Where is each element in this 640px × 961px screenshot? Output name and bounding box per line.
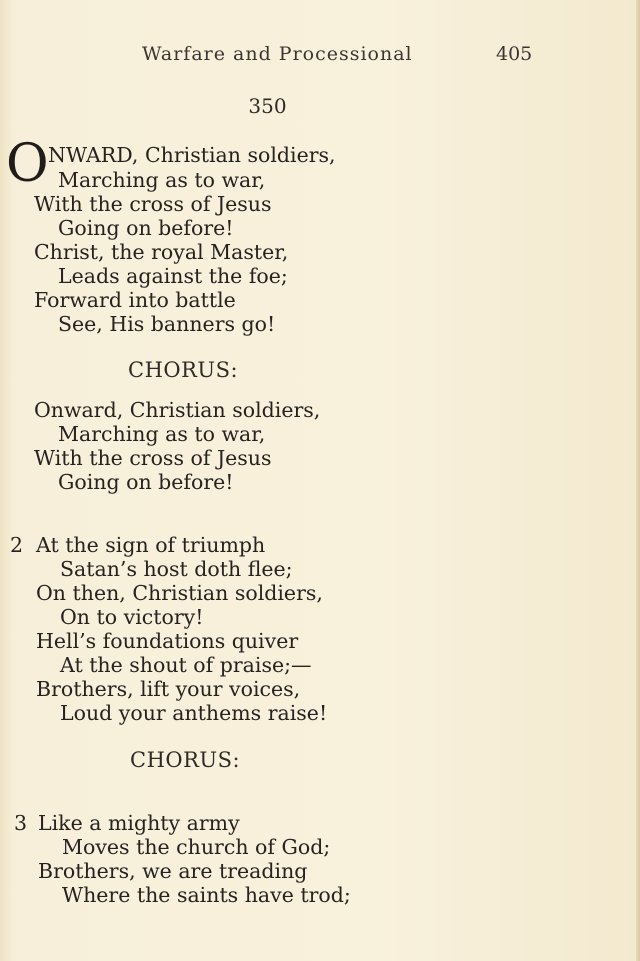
verse-line: Like a mighty army xyxy=(38,811,240,835)
chorus-line: With the cross of Jesus xyxy=(34,446,272,470)
chorus-label-2: CHORUS: xyxy=(130,748,241,772)
verse-line: At the sign of triumph xyxy=(36,533,266,557)
verse-line: Satan’s host doth flee; xyxy=(60,557,293,581)
verse-line: Christ, the royal Master, xyxy=(34,240,289,264)
verse-line: Loud your anthems raise! xyxy=(60,701,328,725)
running-head: Warfare and Processional xyxy=(142,43,413,65)
verse-line: On to victory! xyxy=(60,605,204,629)
page-edge xyxy=(636,0,640,961)
verse-line: With the cross of Jesus xyxy=(34,192,272,216)
chorus-label: CHORUS: xyxy=(128,358,239,382)
verse-line: On then, Christian soldiers, xyxy=(36,581,323,605)
chorus-line: Marching as to war, xyxy=(58,422,266,446)
verse-line: Brothers, we are treading xyxy=(38,859,308,883)
verse-line: Moves the church of God; xyxy=(62,835,331,859)
chorus-line: Onward, Christian soldiers, xyxy=(34,398,321,422)
verse-line: At the shout of praise;— xyxy=(60,653,312,677)
chorus-line: Going on before! xyxy=(58,470,234,494)
verse-number: 2 xyxy=(10,533,24,557)
verse-line: Forward into battle xyxy=(34,288,236,312)
verse-line: Hell’s foundations quiver xyxy=(36,629,299,653)
page-number: 405 xyxy=(496,43,533,65)
verse-line: See, His banners go! xyxy=(58,312,276,336)
verse-number: 3 xyxy=(14,811,28,835)
verse-line: Brothers, lift your voices, xyxy=(36,677,301,701)
drop-cap: O xyxy=(6,134,49,194)
hymn-number: 350 xyxy=(248,94,287,118)
verse-line: Going on before! xyxy=(58,216,234,240)
verse-line: NWARD, Christian soldiers, xyxy=(48,143,336,167)
verse-line: Marching as to war, xyxy=(58,168,266,192)
verse-line: Leads against the foe; xyxy=(58,264,288,288)
verse-line: Where the saints have trod; xyxy=(62,883,351,907)
